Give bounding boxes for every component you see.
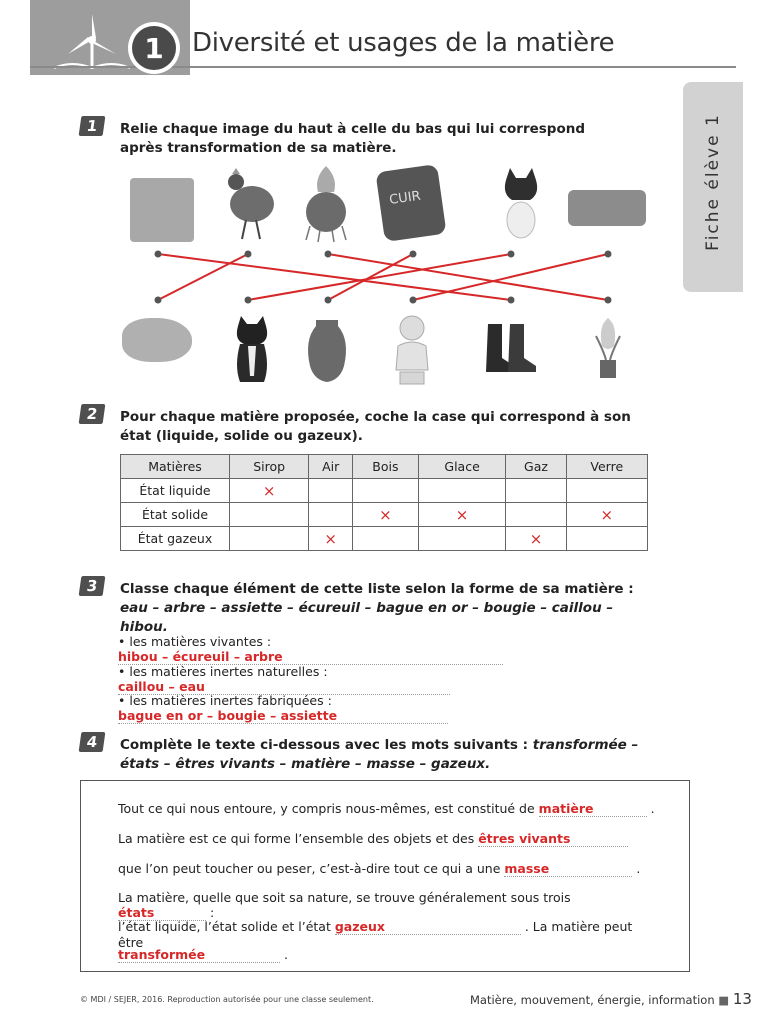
top-dot [605,251,612,258]
bottom-dot [410,297,417,304]
row-label: État solide [121,503,230,527]
answer-field[interactable]: gazeux [335,919,521,935]
checkbox-cell[interactable] [506,503,566,527]
word-list: transformée – états – êtres vivants – matière – masse – gazeux. [120,737,639,772]
checkbox-cell[interactable] [353,527,419,551]
page-number: 13 [732,990,752,1008]
row-label: État gazeux [121,527,230,551]
checkbox-cell[interactable] [353,479,419,503]
text-line: Tout ce qui nous entoure, y compris nous-mêmes, est constitué de matière . [118,801,655,816]
classification-line: • les matières vivantes : hibou – écureuil – arbre [118,634,648,665]
exercise-instruction: Relie chaque image du haut à celle du bas qui lui correspond après transformation de sa matière. [120,121,586,156]
table-header-row [121,455,648,479]
bottom-dot [325,297,332,304]
chapter-number-badge: 1 [128,22,180,74]
page-title: Diversité et usages de la matière [192,28,615,58]
table-row [121,503,648,527]
top-dot [410,251,417,258]
checkbox-cell[interactable] [309,503,353,527]
bottom-dot [508,297,515,304]
column-header: Sirop [230,455,309,479]
clay-jar-image [302,318,352,384]
text-line: que l’on peut toucher ou peser, c’est-à-dire tout ce qui a une masse . [118,861,641,876]
bottom-dot [155,297,162,304]
answer-field[interactable]: caillou – eau [118,679,450,695]
top-dot [245,251,252,258]
matching-area [118,164,658,394]
bust-statue-image [390,312,434,386]
classification-line: • les matières inertes naturelles : caillou – eau [118,664,648,695]
exercise-number: 4 [79,732,106,752]
checkbox-cell[interactable]: × [418,503,506,527]
top-dot [508,251,515,258]
page-footer: Matière, mouvement, énergie, information ■ 13 [470,990,752,1008]
checkbox-cell[interactable] [566,479,647,503]
checkbox-cell[interactable] [230,527,309,551]
row-label: État liquide [121,479,230,503]
answer-field[interactable]: masse [504,861,632,877]
checkbox-cell[interactable] [230,503,309,527]
answer-field[interactable]: bague en or – bougie – assiette [118,708,448,724]
column-header: Glace [418,455,506,479]
hyacinth-image [590,316,626,380]
table-row [121,479,648,503]
column-header: Matières [121,455,230,479]
column-header: Air [309,455,353,479]
matching-lines [118,164,658,394]
classification-line: • les matières inertes fabriquées : bague en or – bougie – assiette [118,693,648,724]
bullet-separator: ■ [718,993,730,1007]
exercise-number: 1 [79,116,106,136]
roast-chicken-image [122,318,192,362]
bottom-dot [605,297,612,304]
copyright-notice: © MDI / SEJER, 2016. Reproduction autorisée pour une classe seulement. [80,995,374,1004]
checkbox-cell[interactable]: × [566,503,647,527]
checkbox-cell[interactable]: × [309,527,353,551]
exercise-number: 3 [79,576,106,596]
exercise-instruction: Complète le texte ci-dessous avec les mots suivants : transformée – états – êtres vivants – matière – masse – gazeux. [120,737,639,772]
answer-field[interactable]: transformée [118,947,280,963]
text-line: La matière, quelle que soit sa nature, se trouve généralement sous trois états : [118,890,571,920]
column-header: Bois [353,455,419,479]
exercise-number: 2 [79,404,106,424]
text-line: l’état liquide, l’état solide et l’état gazeux . La matière peut être [118,919,633,950]
top-dot [325,251,332,258]
answer-field[interactable]: états [118,905,206,921]
checkbox-cell[interactable] [566,527,647,551]
checkbox-cell[interactable]: × [506,527,566,551]
boots-image [482,322,542,374]
leather-tag-image: CUIR [375,164,446,242]
states-table [120,454,648,551]
bottom-dot [245,297,252,304]
checkbox-cell[interactable] [309,479,353,503]
answer-field[interactable]: matière [539,801,647,817]
table-row [121,527,648,551]
column-header: Gaz [506,455,566,479]
text-line: transformée . [118,947,288,962]
checkbox-cell[interactable] [418,479,506,503]
side-tab-label: Fiche élève 1 [703,113,723,251]
word-list: eau – arbre – assiette – écureuil – bague en or – bougie – caillou – hibou. [120,600,614,635]
answer-field[interactable]: êtres vivants [478,831,628,847]
checkbox-cell[interactable]: × [353,503,419,527]
exercise-instruction: Classe chaque élément de cette liste selon la forme de sa matière : eau – arbre – assiette – écureuil – bague en or – bougie – caillou – hibou. [120,581,634,635]
column-header: Verre [566,455,647,479]
checkbox-cell[interactable]: × [230,479,309,503]
side-tab [683,82,743,292]
exercise-instruction: Pour chaque matière proposée, coche la case qui correspond à son état (liquide, solide ou gazeux). [120,409,631,444]
checkbox-cell[interactable] [418,527,506,551]
answer-field[interactable]: hibou – écureuil – arbre [118,649,503,665]
top-dot [155,251,162,258]
wind-turbine-icon [52,10,132,70]
cat-image [230,316,274,384]
checkbox-cell[interactable] [506,479,566,503]
text-line: La matière est ce qui forme l’ensemble des objets et des êtres vivants [118,831,658,847]
